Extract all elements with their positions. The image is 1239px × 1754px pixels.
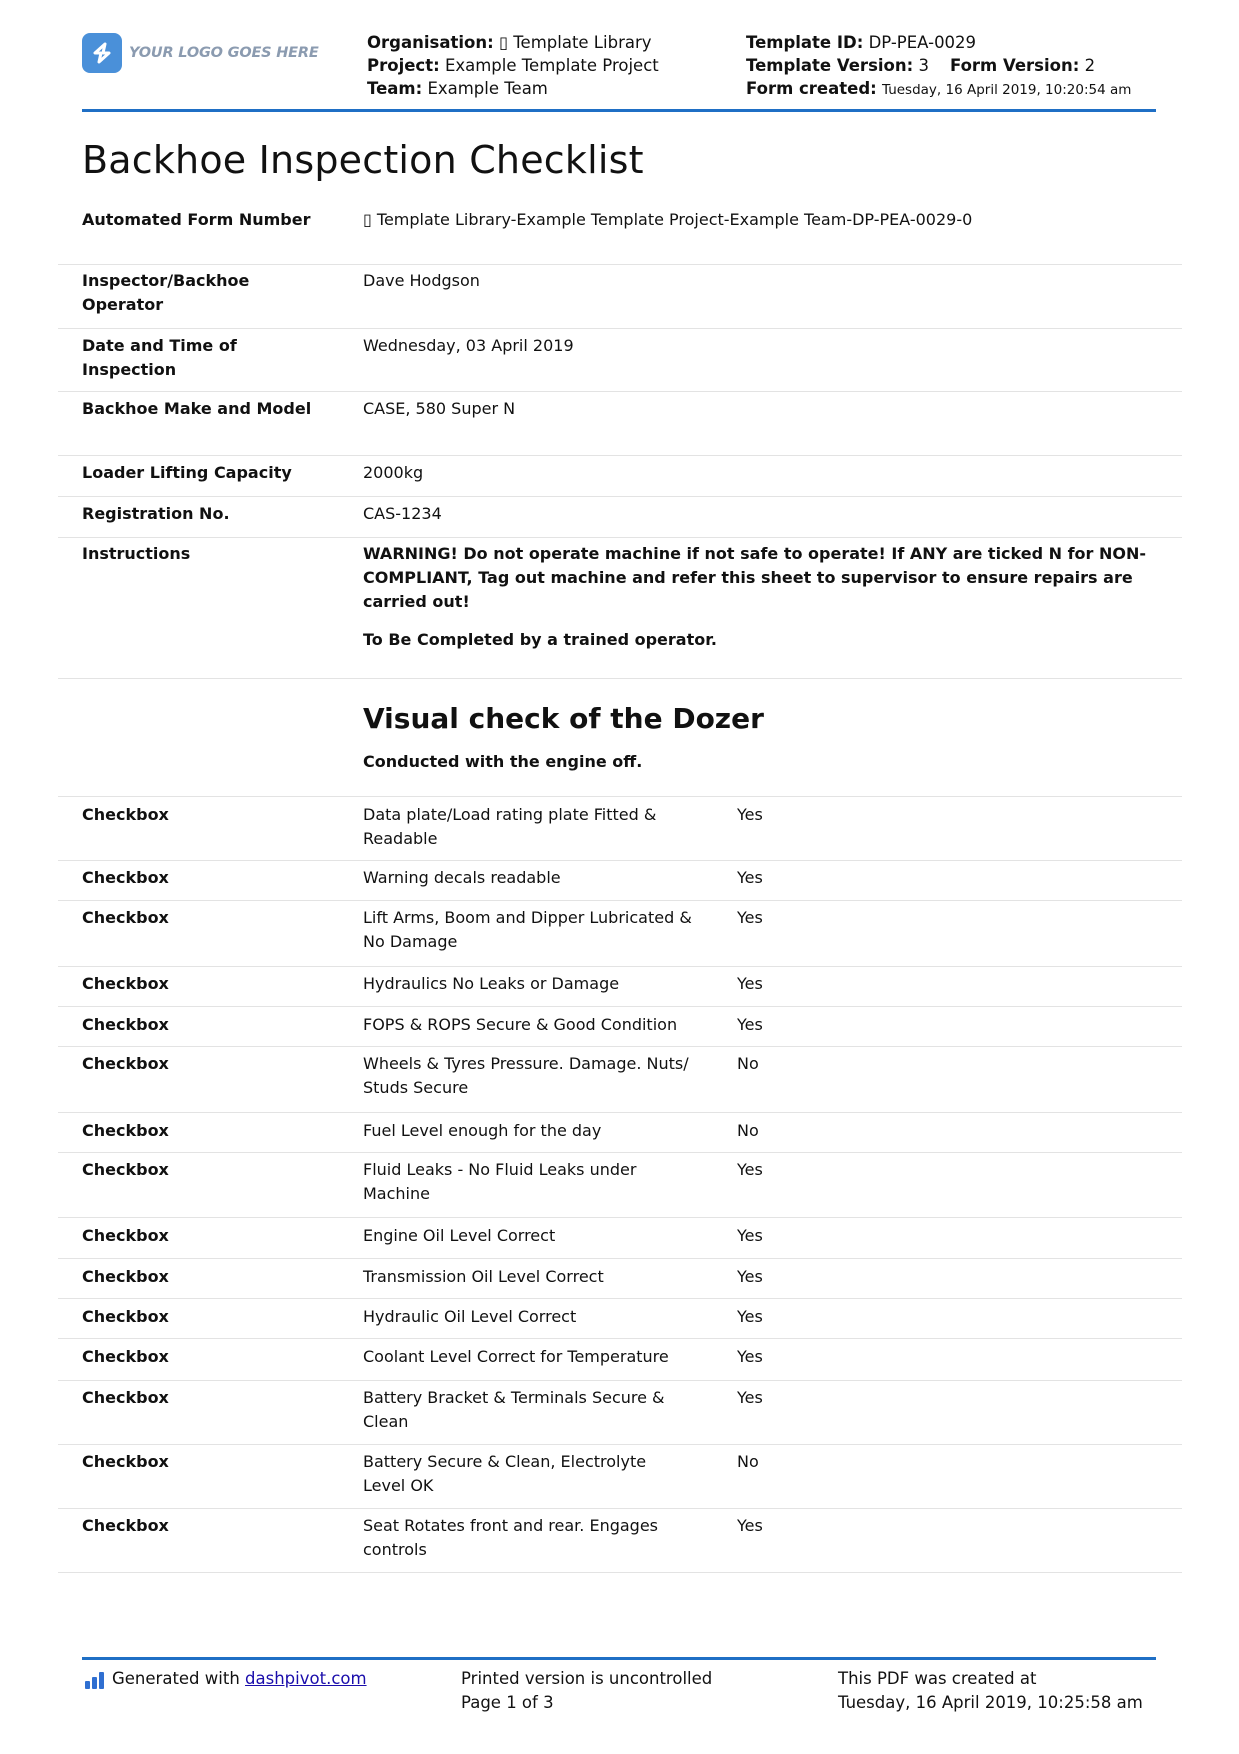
checklist-item: Lift Arms, Boom and Dipper Lubricated & No Damage bbox=[363, 908, 692, 951]
info-row bbox=[58, 455, 1182, 497]
checklist-label: Checkbox bbox=[82, 805, 169, 824]
info-value: CASE, 580 Super N bbox=[363, 399, 516, 418]
header-divider bbox=[82, 109, 1156, 112]
checklist-item: Hydraulics No Leaks or Damage bbox=[363, 974, 620, 993]
form-version-label: Form Version: bbox=[949, 56, 1080, 75]
checklist-row bbox=[58, 1380, 1182, 1445]
checklist-answer: No bbox=[737, 1054, 759, 1073]
info-value: 2000kg bbox=[363, 463, 424, 482]
dashpivot-link[interactable]: dashpivot.com bbox=[245, 1669, 367, 1688]
checklist-answer: No bbox=[737, 1121, 759, 1140]
checklist-row bbox=[58, 1112, 1182, 1153]
checklist-answer: Yes bbox=[737, 1226, 763, 1245]
checklist-row bbox=[58, 966, 1182, 1007]
checklist-label: Checkbox bbox=[82, 868, 169, 887]
section-title: Visual check of the Dozer bbox=[363, 702, 764, 735]
checklist-item: Battery Secure & Clean, Electrolyte Level OK bbox=[363, 1452, 647, 1495]
checklist-answer: Yes bbox=[737, 974, 763, 993]
form-version-value: 2 bbox=[1084, 56, 1096, 75]
checklist-row bbox=[58, 1508, 1182, 1573]
checklist-item: Data plate/Load rating plate Fitted & Readable bbox=[363, 805, 657, 848]
checklist-row bbox=[58, 1258, 1182, 1299]
checklist-item: Engine Oil Level Correct bbox=[363, 1226, 556, 1245]
info-row bbox=[58, 496, 1182, 538]
info-row bbox=[58, 202, 1182, 265]
section-subtitle: Conducted with the engine off. bbox=[363, 752, 643, 771]
footer-divider bbox=[82, 1657, 1156, 1660]
logo-text: YOUR LOGO GOES HERE bbox=[129, 45, 319, 61]
form-created-value: Tuesday, 16 April 2019, 10:20:54 am bbox=[882, 82, 1132, 98]
checklist-row bbox=[58, 1217, 1182, 1259]
template-version-value: 3 bbox=[918, 56, 929, 75]
checklist-item: Seat Rotates front and rear. Engages controls bbox=[363, 1516, 659, 1559]
project-label: Project: bbox=[367, 56, 440, 75]
checklist-answer: Yes bbox=[737, 1160, 763, 1179]
checklist-answer: Yes bbox=[737, 1307, 763, 1326]
checklist-item: FOPS & ROPS Secure & Good Condition bbox=[363, 1015, 678, 1034]
checklist-label: Checkbox bbox=[82, 1307, 169, 1326]
checklist-answer: No bbox=[737, 1452, 759, 1471]
checklist-answer: Yes bbox=[737, 1267, 763, 1286]
info-value: CAS-1234 bbox=[363, 504, 442, 523]
checklist-label: Checkbox bbox=[82, 1347, 169, 1366]
footer-printed-note: Printed version is uncontrolled bbox=[461, 1669, 713, 1688]
footer-generated bbox=[85, 1667, 367, 1691]
organisation-label: Organisation: bbox=[367, 33, 494, 52]
checklist-row bbox=[58, 1444, 1182, 1509]
header-org-block bbox=[367, 31, 659, 100]
template-version-label: Template Version: bbox=[746, 56, 914, 75]
checklist-row bbox=[58, 1298, 1182, 1339]
checklist-item: Battery Bracket & Terminals Secure & Clean bbox=[363, 1388, 665, 1431]
logo bbox=[82, 33, 319, 73]
instructions-label: Instructions bbox=[82, 544, 191, 563]
info-label: Automated Form Number bbox=[82, 210, 311, 229]
checklist-item: Coolant Level Correct for Temperature bbox=[363, 1347, 669, 1366]
info-value: Dave Hodgson bbox=[363, 271, 480, 290]
checklist-item: Fuel Level enough for the day bbox=[363, 1121, 602, 1140]
checklist-label: Checkbox bbox=[82, 1452, 169, 1471]
organisation-value: ▯ Template Library bbox=[498, 33, 652, 52]
checklist-label: Checkbox bbox=[82, 1388, 169, 1407]
info-label: Inspector/Backhoe Operator bbox=[82, 271, 250, 314]
logo-mark-icon bbox=[82, 33, 122, 73]
info-row bbox=[58, 328, 1182, 392]
template-id-value: DP-PEA-0029 bbox=[868, 33, 977, 52]
checklist-answer: Yes bbox=[737, 805, 763, 824]
info-label: Registration No. bbox=[82, 504, 230, 523]
footer-print-info bbox=[461, 1667, 712, 1715]
info-label: Backhoe Make and Model bbox=[82, 399, 312, 418]
team-value: Example Team bbox=[427, 79, 548, 98]
footer-created-value: Tuesday, 16 April 2019, 10:25:58 am bbox=[838, 1693, 1143, 1712]
form-created-label: Form created: bbox=[746, 79, 877, 98]
info-row bbox=[58, 391, 1182, 456]
chart-bars-icon bbox=[85, 1672, 104, 1689]
info-row bbox=[58, 264, 1182, 329]
checklist-answer: Yes bbox=[737, 1516, 763, 1535]
checklist-answer: Yes bbox=[737, 1015, 763, 1034]
checklist-row bbox=[58, 796, 1182, 861]
template-id-label: Template ID: bbox=[746, 33, 864, 52]
instructions-row bbox=[58, 537, 1182, 679]
checklist-label: Checkbox bbox=[82, 1015, 169, 1034]
instructions-value bbox=[363, 542, 1153, 652]
checklist-item: Warning decals readable bbox=[363, 868, 561, 887]
page-title: Backhoe Inspection Checklist bbox=[82, 138, 644, 182]
checklist-item: Transmission Oil Level Correct bbox=[363, 1267, 604, 1286]
footer-page-info: Page 1 of 3 bbox=[461, 1693, 554, 1712]
checklist-answer: Yes bbox=[737, 1347, 763, 1366]
checklist-item: Fluid Leaks - No Fluid Leaks under Machine bbox=[363, 1160, 637, 1203]
checklist-item: Wheels & Tyres Pressure. Damage. Nuts/ Studs Secure bbox=[363, 1054, 689, 1097]
footer-created-info bbox=[838, 1667, 1143, 1715]
section-row bbox=[58, 678, 1182, 797]
info-value: Wednesday, 03 April 2019 bbox=[363, 336, 574, 355]
checklist-item: Hydraulic Oil Level Correct bbox=[363, 1307, 577, 1326]
checklist-label: Checkbox bbox=[82, 1267, 169, 1286]
instructions-note: To Be Completed by a trained operator. bbox=[363, 630, 717, 649]
checklist-answer: Yes bbox=[737, 868, 763, 887]
team-label: Team: bbox=[367, 79, 423, 98]
checklist-label: Checkbox bbox=[82, 1516, 169, 1535]
instructions-warning: WARNING! Do not operate machine if not safe to operate! If ANY are ticked N for NON-COMPLIANT, Tag out machine and refer this sheet to supervisor to ensure repairs are carried out! bbox=[363, 544, 1147, 611]
checklist-label: Checkbox bbox=[82, 908, 169, 927]
info-label: Date and Time of Inspection bbox=[82, 336, 237, 379]
footer-created-label: This PDF was created at bbox=[838, 1669, 1037, 1688]
checklist-label: Checkbox bbox=[82, 1121, 169, 1140]
header-template-block bbox=[746, 31, 1131, 102]
checklist-answer: Yes bbox=[737, 1388, 763, 1407]
checklist-label: Checkbox bbox=[82, 1160, 169, 1179]
checklist-row bbox=[58, 1338, 1182, 1381]
project-value: Example Template Project bbox=[444, 56, 659, 75]
checklist-row bbox=[58, 1152, 1182, 1218]
checklist-label: Checkbox bbox=[82, 1054, 169, 1073]
checklist-row bbox=[58, 860, 1182, 901]
checklist-row bbox=[58, 1006, 1182, 1047]
checklist-answer: Yes bbox=[737, 908, 763, 927]
checklist-row bbox=[58, 900, 1182, 967]
checklist-label: Checkbox bbox=[82, 1226, 169, 1245]
checklist-row bbox=[58, 1046, 1182, 1113]
info-value: ▯ Template Library-Example Template Project-Example Team-DP-PEA-0029-0 bbox=[363, 210, 973, 229]
checklist-label: Checkbox bbox=[82, 974, 169, 993]
footer-generated-prefix: Generated with bbox=[112, 1669, 240, 1688]
info-label: Loader Lifting Capacity bbox=[82, 463, 292, 482]
